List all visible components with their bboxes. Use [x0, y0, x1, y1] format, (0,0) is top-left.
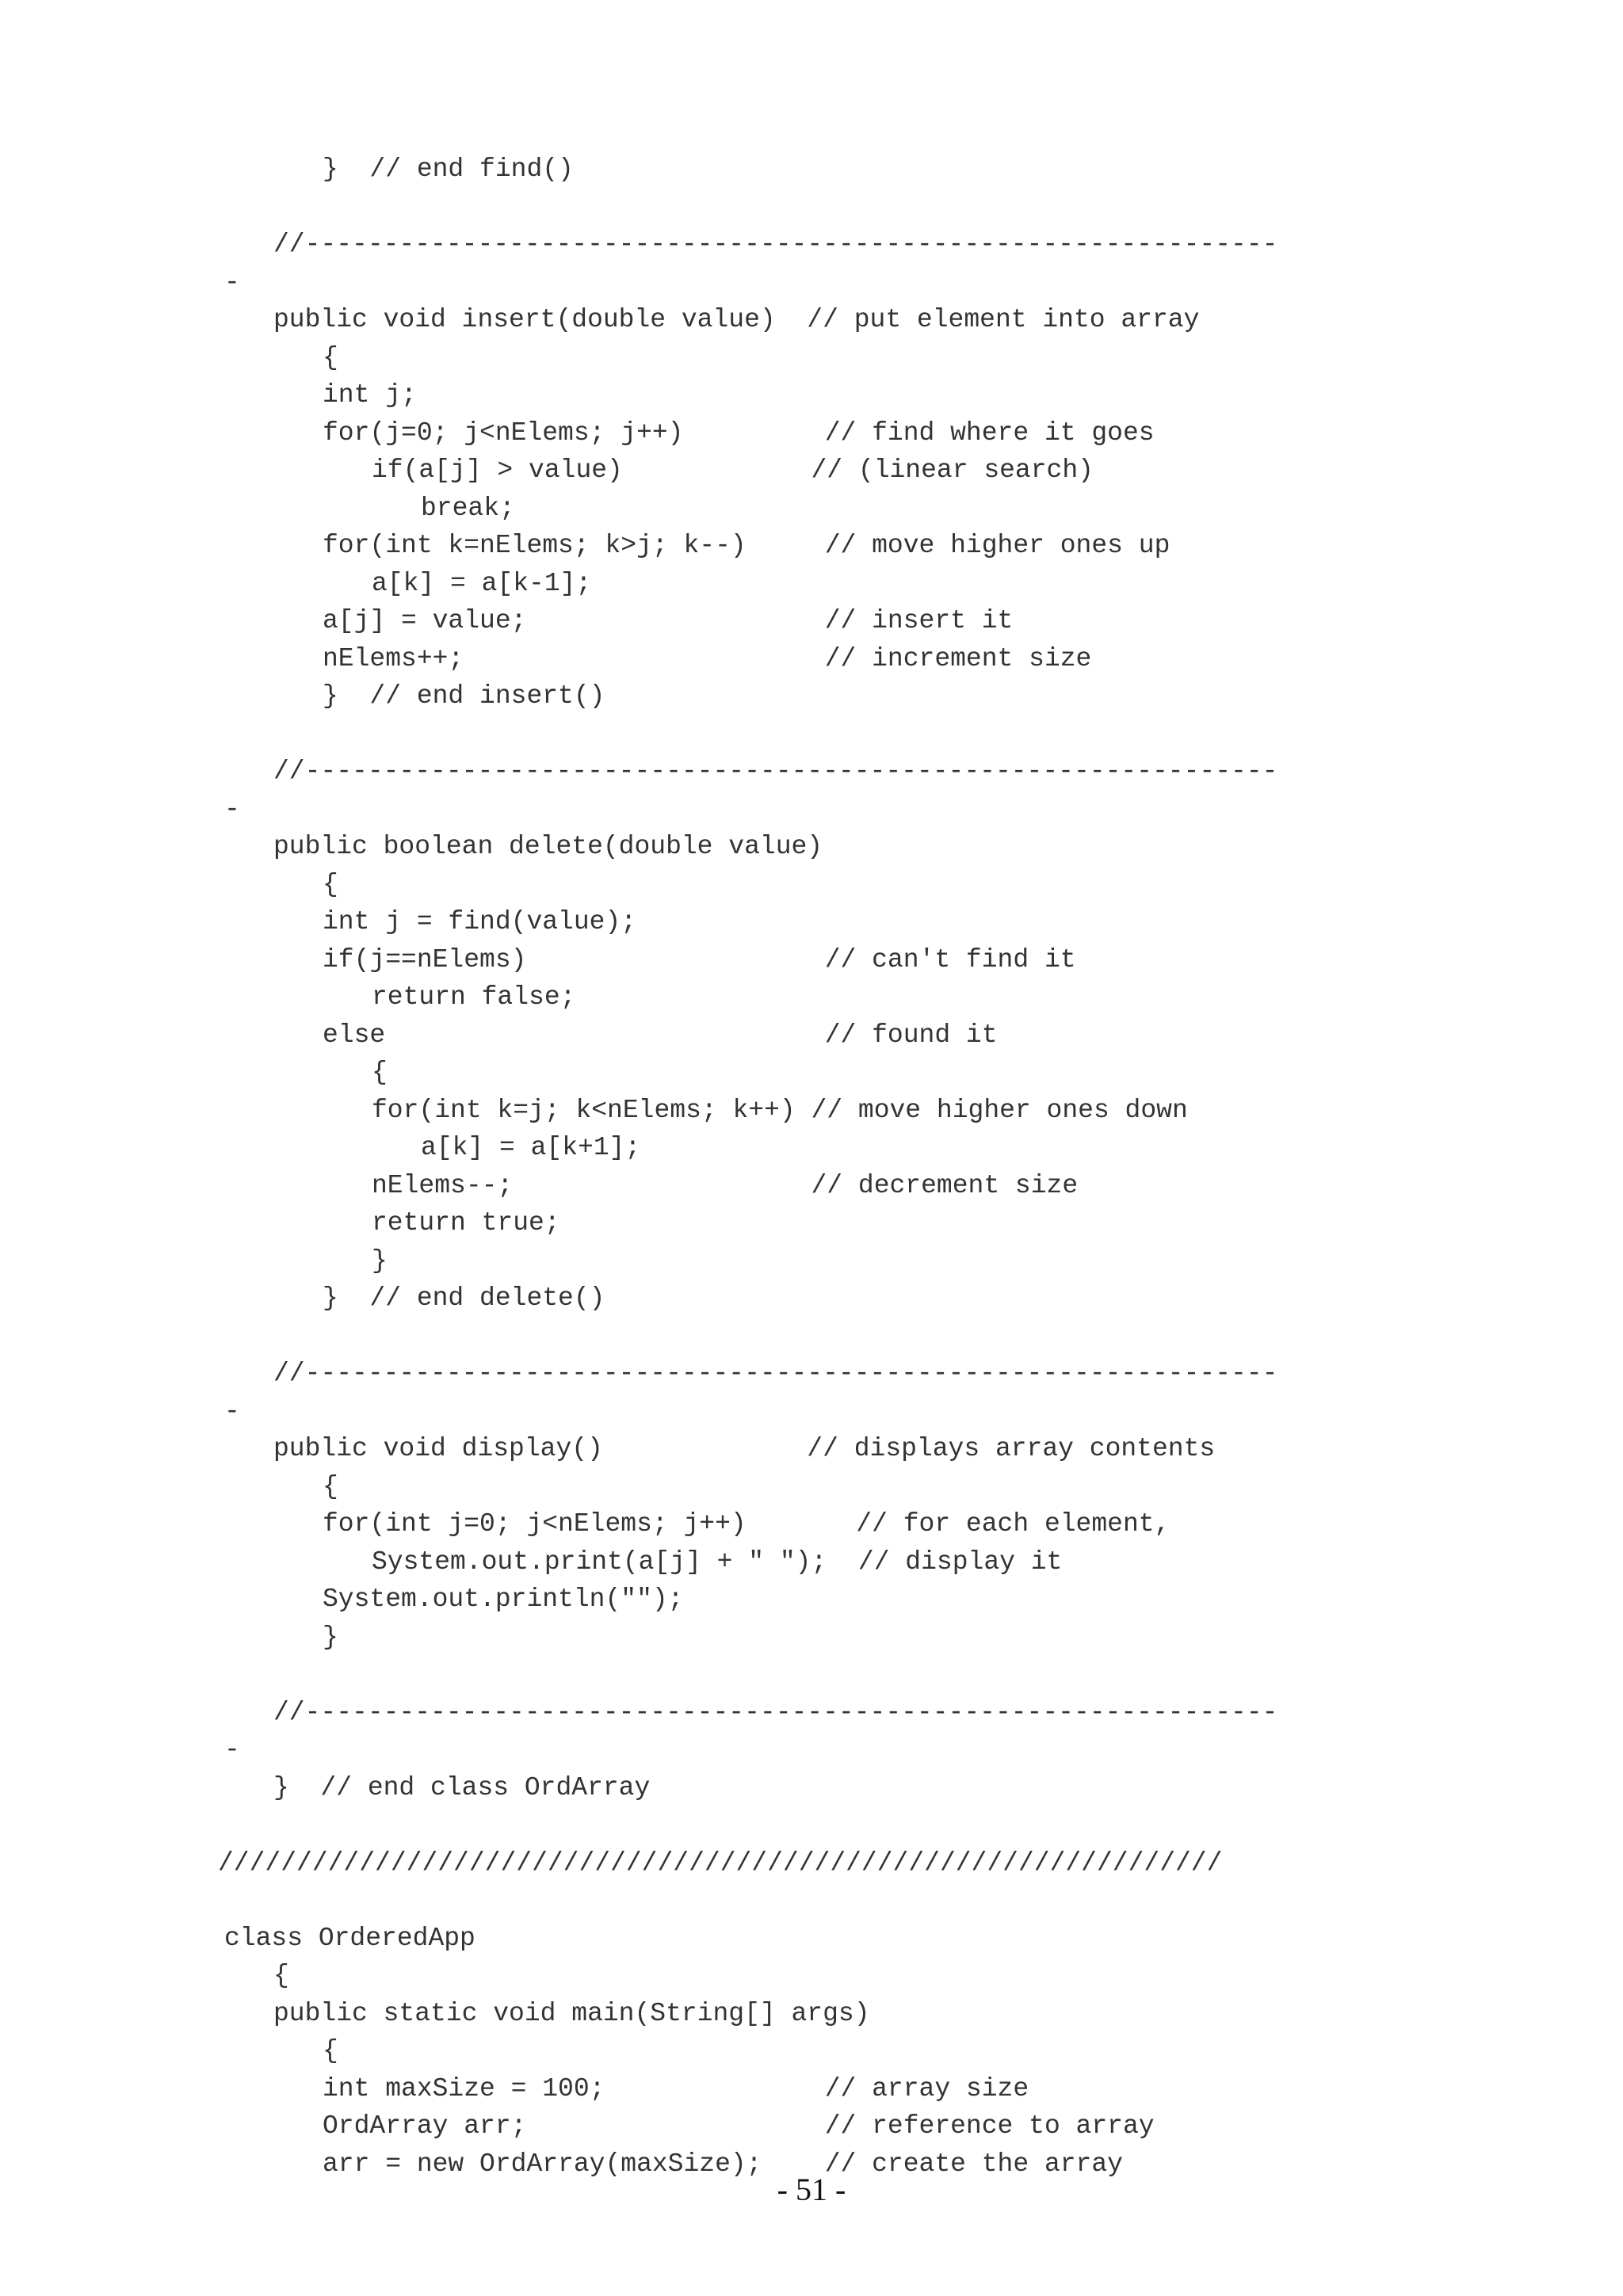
code-line [0, 1167, 1623, 1205]
code-line [0, 1920, 1623, 1958]
code-line [0, 1129, 1623, 1167]
code-line-text: System.out.println(""); [323, 1585, 684, 1614]
code-line-text: arr = new OrdArray(maxSize); // create the array [323, 2149, 1123, 2179]
code-line [0, 1619, 1623, 1657]
code-line-text: } // end insert() [323, 681, 605, 711]
code-line-text: a[j] = value; // insert it [323, 606, 1014, 635]
code-line [0, 1204, 1623, 1242]
code-line-text: nElems--; // decrement size [372, 1170, 1079, 1200]
code-line-text: return false; [372, 982, 576, 1012]
code-line [0, 301, 1623, 339]
code-line-text: { [273, 1961, 289, 1990]
code-line-text: int j = find(value); [323, 907, 637, 936]
code-line [0, 414, 1623, 452]
code-line-text: a[k] = a[k+1]; [421, 1133, 641, 1162]
code-line [0, 1543, 1623, 1581]
code-line [0, 1393, 1623, 1431]
code-line [0, 2107, 1623, 2145]
page-number: - 51 - [777, 2172, 846, 2207]
code-line [0, 565, 1623, 603]
code-line-text: } [323, 1622, 338, 1652]
code-line [0, 1468, 1623, 1506]
code-line [0, 376, 1623, 414]
code-line-text: - [224, 1396, 240, 1426]
code-line-text: OrdArray arr; // reference to array [323, 2111, 1155, 2141]
code-line-text: nElems++; // increment size [323, 643, 1092, 673]
code-line-text: //-------------------------------------------------------------- [273, 1359, 1278, 1388]
code-line-text: public void insert(double value) // put element into array [273, 305, 1200, 334]
code-line [0, 1581, 1623, 1619]
code-line-text: System.out.print(a[j] + " "); // display it [372, 1547, 1063, 1577]
code-line [0, 1694, 1623, 1732]
code-line-text: { [323, 869, 338, 899]
code-line-text: { [323, 342, 338, 372]
code-line [0, 2070, 1623, 2108]
code-line [0, 753, 1623, 791]
code-line [0, 226, 1623, 264]
code-line [0, 978, 1623, 1016]
code-line [0, 1355, 1623, 1393]
code-line-text: class OrderedApp [224, 1923, 475, 1953]
code-line-text: if(a[j] > value) // (linear search) [372, 456, 1094, 485]
code-line [0, 1016, 1623, 1055]
code-line-text: //////////////////////////////////////////////////////////////// [218, 1848, 1223, 1878]
code-line-text: return true; [372, 1208, 560, 1238]
code-line [0, 715, 1623, 753]
code-line-text: { [323, 2036, 338, 2065]
code-line [0, 1092, 1623, 1130]
code-line [0, 677, 1623, 715]
code-line [0, 903, 1623, 941]
code-line-text: int maxSize = 100; // array size [323, 2073, 1029, 2103]
code-line-text: //-------------------------------------------------------------- [273, 757, 1278, 786]
code-line [0, 1318, 1623, 1356]
code-line [0, 1957, 1623, 1995]
code-line [0, 602, 1623, 640]
code-line-text: for(int k=j; k<nElems; k++) // move higher ones down [372, 1095, 1188, 1125]
code-line [0, 941, 1623, 979]
code-line [0, 1882, 1623, 1920]
code-line [0, 791, 1623, 829]
code-line-text: else // found it [323, 1020, 998, 1050]
code-line [0, 1656, 1623, 1694]
code-line [0, 866, 1623, 904]
code-line-text: { [372, 1058, 388, 1087]
code-line-text: public static void main(String[] args) [273, 1998, 870, 2028]
code-line [0, 452, 1623, 490]
code-line [0, 1806, 1623, 1844]
code-line-text: } [372, 1245, 388, 1276]
code-line-text: - [224, 1735, 240, 1764]
code-line [0, 1054, 1623, 1092]
code-line [0, 490, 1623, 528]
code-line-text: for(int j=0; j<nElems; j++) // for each element, [323, 1509, 1170, 1539]
code-line-text: if(j==nElems) // can't find it [323, 944, 1076, 974]
code-line [0, 1769, 1623, 1807]
code-line-text: public void display() // displays array contents [273, 1434, 1216, 1463]
code-line-text: public boolean delete(double value) [273, 832, 823, 861]
code-line-text: a[k] = a[k-1]; [372, 568, 592, 598]
code-line [0, 339, 1623, 377]
code-line [0, 1242, 1623, 1280]
code-line-text: //-------------------------------------------------------------- [273, 1697, 1278, 1727]
code-line-text: - [224, 267, 240, 297]
code-line-text: - [224, 794, 240, 824]
code-line-text: } // end class OrdArray [273, 1772, 651, 1802]
code-line [0, 189, 1623, 227]
code-line [0, 151, 1623, 189]
code-line-text: //-------------------------------------------------------------- [273, 230, 1278, 259]
code-line [0, 640, 1623, 678]
code-line [0, 527, 1623, 565]
code-line [0, 1280, 1623, 1318]
code-line-text: { [323, 1471, 338, 1501]
code-line-text: } // end find() [323, 154, 574, 184]
code-listing [0, 151, 1623, 2183]
code-line [0, 1844, 1623, 1882]
code-line [0, 828, 1623, 866]
code-line [0, 1505, 1623, 1543]
code-line-text: break; [421, 493, 515, 523]
code-line-text: for(j=0; j<nElems; j++) // find where it goes [323, 418, 1155, 448]
code-line [0, 2032, 1623, 2070]
code-line [0, 264, 1623, 302]
code-line-text: int j; [323, 380, 417, 410]
code-line [0, 1731, 1623, 1769]
code-line-text: } // end delete() [323, 1283, 605, 1313]
code-line [0, 1430, 1623, 1468]
code-line [0, 1995, 1623, 2033]
code-line-text: for(int k=nElems; k>j; k--) // move higher ones up [323, 531, 1170, 560]
